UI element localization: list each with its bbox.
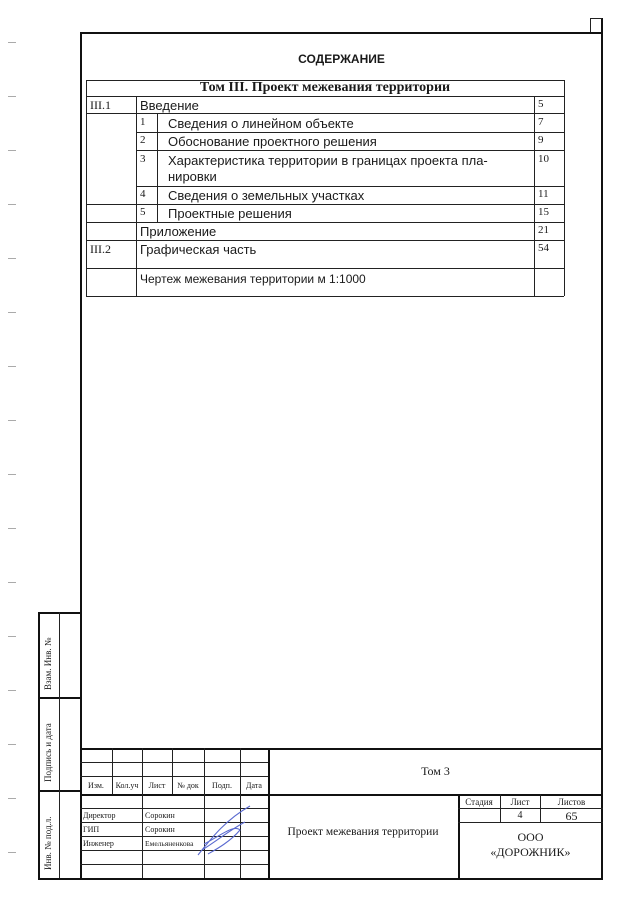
toc-code: III.2 — [90, 242, 111, 256]
toc-page: 21 — [538, 224, 549, 236]
stamp-org-line2: «ДОРОЖНИК» — [490, 845, 571, 859]
stamp-col-header: Кол.уч — [115, 781, 139, 790]
toc-text: Приложение — [140, 224, 217, 239]
toc-page: 54 — [538, 242, 549, 254]
stamp-name: Сорокин — [145, 811, 175, 820]
stamp-volume: Том 3 — [421, 764, 450, 778]
toc-page: 15 — [538, 206, 549, 218]
toc-text: Проектные решения — [168, 206, 292, 221]
toc-text: Обоснование проектного решения — [168, 134, 377, 149]
side-label-vzam: Взам. Инв. № — [43, 637, 53, 690]
toc-sub: 4 — [140, 188, 146, 200]
stamp-sheet-label: Лист — [510, 797, 530, 807]
stamp-stage-label: Стадия — [465, 797, 493, 807]
stamp-name: Сорокин — [145, 825, 175, 834]
toc-text: Чертеж межевания территории м 1:1000 — [140, 272, 366, 286]
stamp-sheet-value: 4 — [517, 810, 523, 821]
toc-page: 10 — [538, 153, 549, 165]
stamp-col-header: Подп. — [212, 781, 232, 790]
stamp-sheets-value: 65 — [565, 809, 578, 823]
volume-title: Том III. Проект межевания территории — [199, 80, 451, 95]
toc-text: Характеристика территории в границах проекта пла- — [168, 153, 488, 168]
stamp-role: Инженер — [83, 839, 114, 848]
toc-page: 9 — [538, 134, 544, 146]
toc-text: Сведения о земельных участках — [168, 188, 365, 203]
toc-sub: 2 — [140, 134, 146, 146]
toc-page: 5 — [538, 98, 544, 110]
toc-sub: 5 — [140, 206, 146, 218]
signature-scribble — [190, 800, 260, 860]
toc-text: Введение — [140, 98, 199, 113]
stamp-col-header: № док — [177, 781, 199, 790]
stamp-sheets-label: Листов — [557, 797, 586, 807]
toc-sub: 1 — [140, 116, 146, 128]
toc-page: 7 — [538, 116, 544, 128]
stamp-col-header: Лист — [148, 781, 166, 790]
stamp-role: ГИП — [83, 825, 100, 834]
side-label-podpis: Подпись и дата — [43, 723, 53, 782]
side-label-inv: Инв. № под.л. — [43, 816, 53, 870]
toc-text: Сведения о линейном объекте — [168, 116, 354, 131]
toc-code: III.1 — [90, 98, 111, 112]
stamp-org-line1: ООО — [517, 830, 544, 844]
stamp-role: Директор — [83, 811, 116, 820]
toc-page: 11 — [538, 188, 549, 200]
stamp-name: Емельяненкова — [145, 839, 194, 848]
toc-sub: 3 — [140, 153, 146, 165]
stamp-col-header: Изм. — [88, 781, 104, 790]
toc-text-continued: нировки — [168, 169, 217, 184]
stamp-project-name: Проект межевания территории — [287, 826, 439, 838]
stamp-col-header: Дата — [246, 781, 262, 790]
toc-text: Графическая часть — [140, 242, 257, 257]
page-title: СОДЕРЖАНИЕ — [298, 52, 385, 66]
